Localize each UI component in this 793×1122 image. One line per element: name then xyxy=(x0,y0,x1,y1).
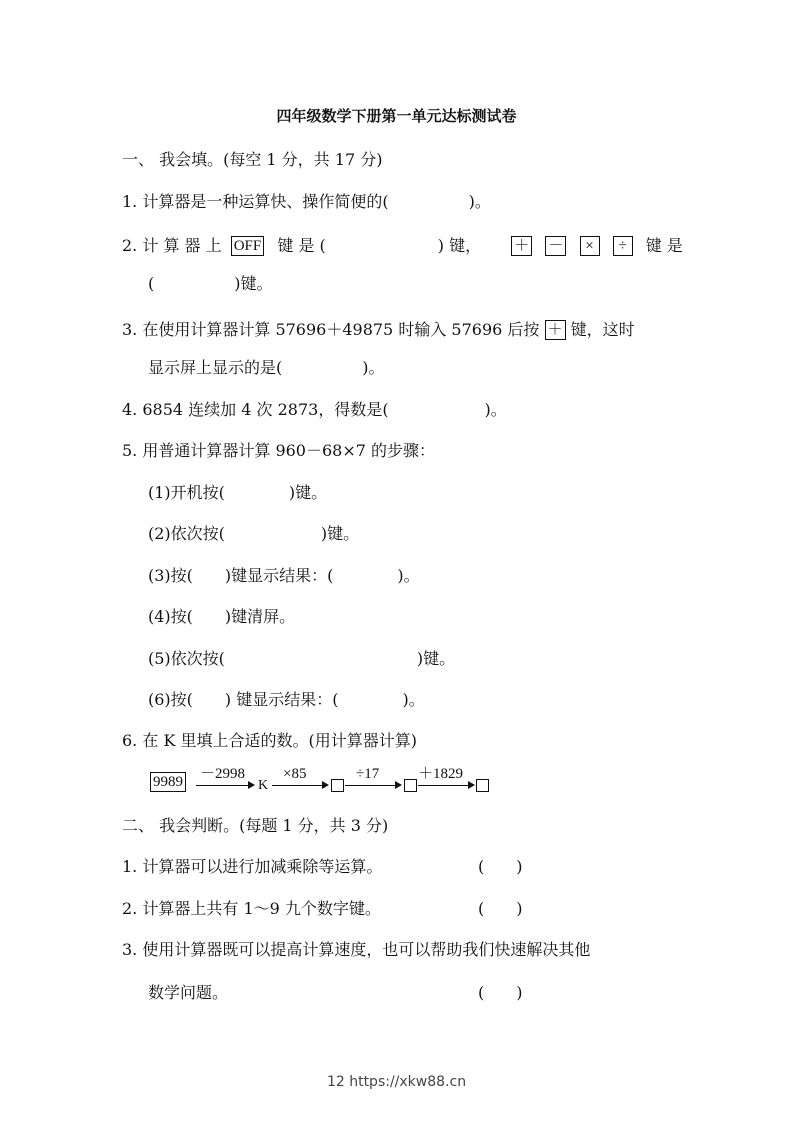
question-3-prefix: 3. 在使用计算器计算 57696＋49875 时输入 57696 后按 xyxy=(122,320,540,339)
judge-item-1-text: 1. 计算器可以进行加减乘除等运算。 xyxy=(122,857,383,876)
question-5-stem: 5. 用普通计算器计算 960－68×7 的步骤： xyxy=(122,441,436,460)
question-2-prefix: 2. 计 算 器 上 xyxy=(122,236,222,255)
arrow-2-line xyxy=(272,785,322,786)
op-minus-label: －2998 xyxy=(200,766,246,782)
arrow-3-line xyxy=(345,785,395,786)
page-title: 四年级数学下册第一单元达标测试卷 xyxy=(276,107,517,125)
question-5-step-4: (4)按( )键清屏。 xyxy=(148,607,296,626)
op-plus-label: ＋1829 xyxy=(418,766,464,782)
question-4: 4. 6854 连续加 4 次 2873，得数是( )。 xyxy=(122,400,507,419)
off-key-box: OFF xyxy=(231,236,265,256)
arrow-4-head xyxy=(468,781,475,789)
question-5-step-5: (5)依次按( )键。 xyxy=(148,649,456,668)
judge-item-3-line2: 数学问题。 xyxy=(148,983,229,1002)
question-5-step-3: (3)按( )键显示结果：( )。 xyxy=(148,566,420,585)
question-2-line2: ( )键。 xyxy=(148,274,273,293)
plus-key-box: ＋ xyxy=(545,320,566,340)
section1-heading: 一、 我会填。(每空 1 分，共 17 分) xyxy=(122,150,383,169)
minus-key-box: － xyxy=(545,236,566,256)
judge-item-1-paren: ( ) xyxy=(478,857,523,876)
arrow-1-head xyxy=(248,781,255,789)
question-3-suffix: 键，这时 xyxy=(570,320,635,339)
question-5-step-6: (6)按( ) 键显示结果：( )。 xyxy=(148,690,425,709)
section2-heading: 二、 我会判断。(每题 1 分，共 3 分) xyxy=(122,816,389,835)
start-number-box: 9989 xyxy=(150,772,186,792)
times-key-box: × xyxy=(580,236,600,256)
judge-item-3-line1: 3. 使用计算器既可以提高计算速度，也可以帮助我们快速解决其他 xyxy=(122,940,591,959)
question-3-line1 xyxy=(122,320,635,340)
question-2-suffix: 键 是 xyxy=(645,236,683,255)
question-3-line2: 显示屏上显示的是( )。 xyxy=(148,358,385,377)
blank-box-2 xyxy=(404,779,417,792)
arrow-4-line xyxy=(418,785,468,786)
question-5-step-1: (1)开机按( )键。 xyxy=(148,483,328,502)
judge-item-3-paren: ( ) xyxy=(478,983,523,1002)
blank-box-1 xyxy=(331,779,344,792)
arrow-1-line xyxy=(196,785,248,786)
op-divide-label: ÷17 xyxy=(356,766,380,782)
blank-box-3 xyxy=(476,779,489,792)
op-times-label: ×85 xyxy=(283,766,307,782)
arrow-2-head xyxy=(322,781,329,789)
question-2-line1 xyxy=(122,236,683,256)
judge-item-2-paren: ( ) xyxy=(478,899,523,918)
arrow-3-head xyxy=(395,781,402,789)
judge-item-2-text: 2. 计算器上共有 1～9 九个数字键。 xyxy=(122,899,381,918)
question-2-middle: 键 是 ( ) 键， xyxy=(277,236,482,255)
divide-key-box: ÷ xyxy=(613,236,633,256)
question-6-stem: 6. 在 K 里填上合适的数。(用计算器计算) xyxy=(122,731,417,750)
question-5-step-2: (2)依次按( )键。 xyxy=(148,524,360,543)
page-footer: 12 https://xkw88.cn xyxy=(326,1074,467,1090)
question-6-calculation-chain xyxy=(150,768,490,798)
plus-key-box: ＋ xyxy=(511,236,532,256)
question-1: 1. 计算器是一种运算快、操作简便的( )。 xyxy=(122,192,491,211)
blank-k: K xyxy=(258,778,269,793)
